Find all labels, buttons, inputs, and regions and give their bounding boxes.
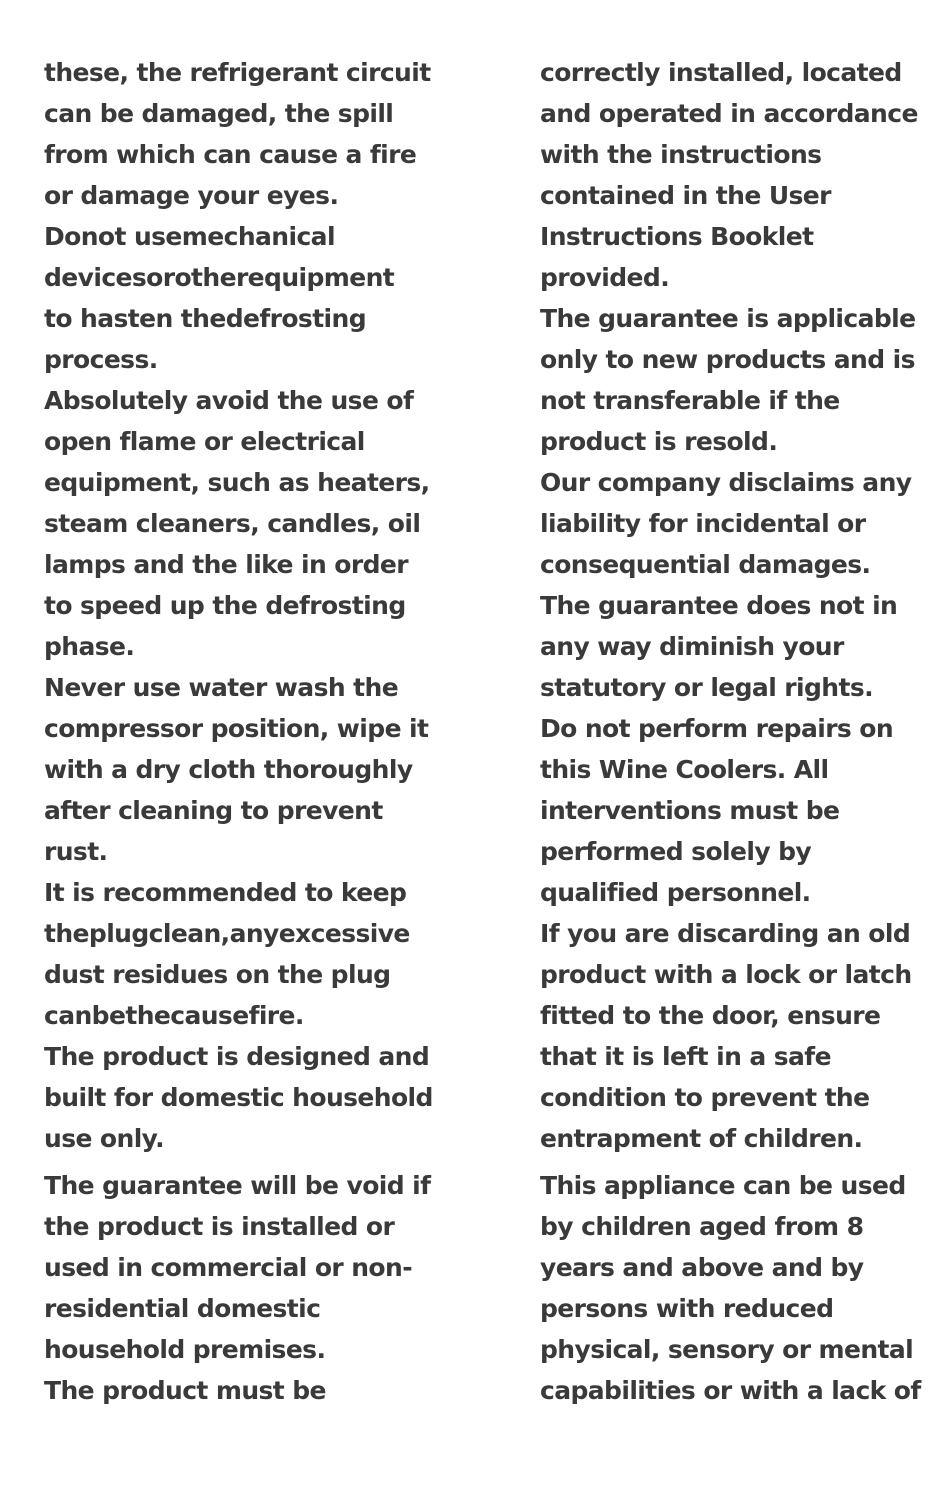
text-line: Absolutely avoid the use of (44, 386, 414, 415)
text-line: liability for incidental or (540, 509, 866, 538)
text-line: product is resold. (540, 427, 778, 456)
text-line: persons with reduced (540, 1294, 834, 1323)
text-line: dust residues on the plug (44, 960, 391, 989)
text-line: qualified personnel. (540, 878, 811, 907)
text-line: provided. (540, 263, 670, 292)
text-line: devicesorotherequipment (44, 263, 395, 292)
text-line: The guarantee is applicable (540, 304, 916, 333)
text-line: canbethecausefire. (44, 1001, 304, 1030)
text-line: only to new products and is (540, 345, 915, 374)
text-line: The guarantee will be void if (44, 1171, 431, 1200)
text-line: any way diminish your (540, 632, 844, 661)
text-line: the product is installed or (44, 1212, 395, 1241)
text-line: or damage your eyes. (44, 181, 339, 210)
text-line: This appliance can be used (540, 1171, 906, 1200)
text-line: consequential damages. (540, 550, 871, 579)
text-line: interventions must be (540, 796, 840, 825)
text-line: lamps and the like in order (44, 550, 408, 579)
text-line: correctly installed, located (540, 58, 902, 87)
text-line: to hasten thedefrosting (44, 304, 367, 333)
text-line: It is recommended to keep (44, 878, 407, 907)
text-line: and operated in accordance (540, 99, 918, 128)
text-line: after cleaning to prevent (44, 796, 383, 825)
right-text-column (540, 52, 940, 1411)
text-line: with the instructions (540, 140, 822, 169)
text-line: Never use water wash the (44, 673, 399, 702)
text-line: capabilities or with a lack of (540, 1376, 921, 1405)
text-line: open flame or electrical (44, 427, 365, 456)
text-line: that it is left in a safe (540, 1042, 831, 1071)
text-line: The guarantee does not in (540, 591, 898, 620)
text-line: phase. (44, 632, 135, 661)
text-line: can be damaged, the spill (44, 99, 394, 128)
text-line: not transferable if the (540, 386, 840, 415)
text-line: household premises. (44, 1335, 326, 1364)
text-line: rust. (44, 837, 108, 866)
text-line: compressor position, wipe it (44, 714, 429, 743)
text-line: condition to prevent the (540, 1083, 870, 1112)
text-line: performed solely by (540, 837, 812, 866)
text-line: physical, sensory or mental (540, 1335, 914, 1364)
text-line: process. (44, 345, 158, 374)
text-line: Our company disclaims any (540, 468, 912, 497)
text-line: use only. (44, 1124, 164, 1153)
text-line: statutory or legal rights. (540, 673, 873, 702)
text-line: entrapment of children. (540, 1124, 863, 1153)
text-line: Donot usemechanical (44, 222, 335, 251)
text-line: contained in the User (540, 181, 831, 210)
text-line: by children aged from 8 (540, 1212, 864, 1241)
text-line: residential domestic (44, 1294, 321, 1323)
text-line: to speed up the defrosting (44, 591, 406, 620)
text-line: product with a lock or latch (540, 960, 912, 989)
text-line: with a dry cloth thoroughly (44, 755, 413, 784)
text-line: Do not perform repairs on (540, 714, 894, 743)
text-line: equipment, such as heaters, (44, 468, 430, 497)
text-line: If you are discarding an old (540, 919, 911, 948)
text-line: The product must be (44, 1376, 326, 1405)
left-text-column (44, 52, 474, 1411)
text-line: built for domestic household (44, 1083, 433, 1112)
text-line: this Wine Coolers. All (540, 755, 829, 784)
text-line: Instructions Booklet (540, 222, 814, 251)
text-line: from which can cause a fire (44, 140, 417, 169)
text-line: The product is designed and (44, 1042, 430, 1071)
text-line: these, the refrigerant circuit (44, 58, 431, 87)
text-line: used in commercial or non- (44, 1253, 412, 1282)
text-line: steam cleaners, candles, oil (44, 509, 421, 538)
text-line: fitted to the door, ensure (540, 1001, 881, 1030)
text-line: theplugclean,anyexcessive (44, 919, 410, 948)
text-line: years and above and by (540, 1253, 864, 1282)
